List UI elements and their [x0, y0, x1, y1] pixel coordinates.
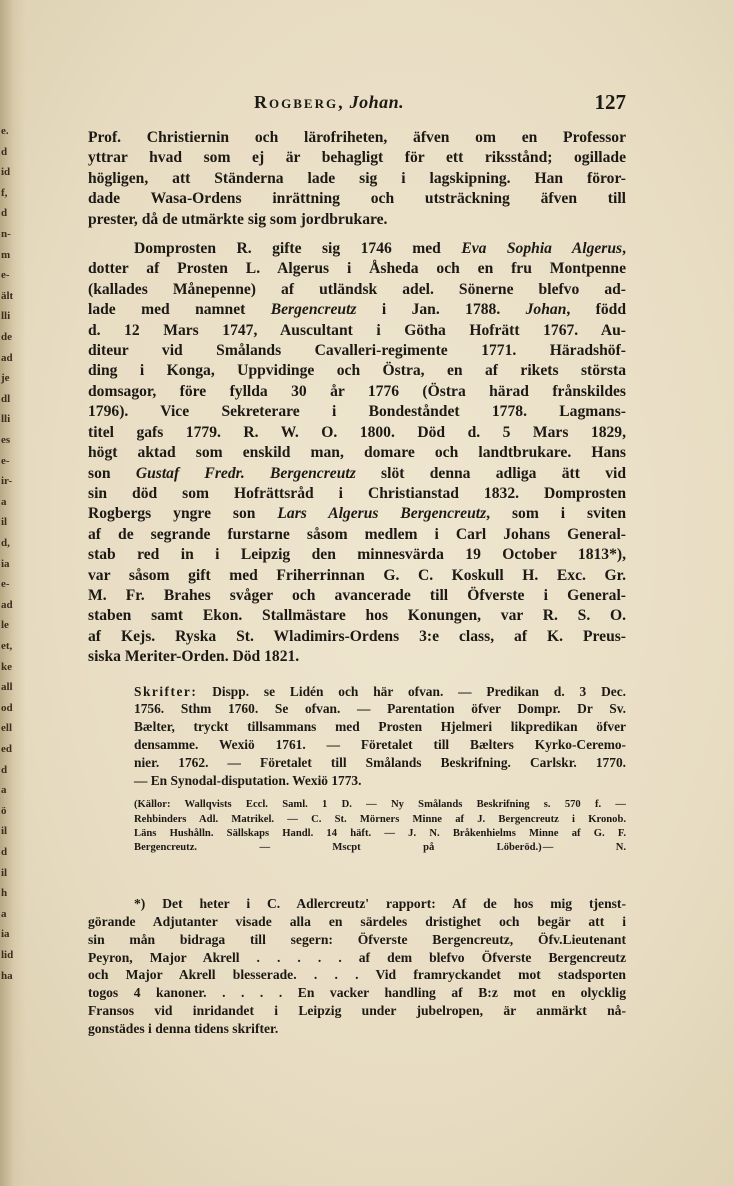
text-line: domsagor, före fyllda 30 år 1776 (Östra härad frånskildes: [88, 382, 626, 400]
text-line: och Major Akrell blesserade. . . . Vid framryckandet mot stadsporten: [88, 967, 626, 983]
text-line: yttrar hvad som ej är behagligt för ett riksstånd; ogillade: [88, 149, 626, 167]
margin-fragment: e-: [1, 578, 10, 591]
text-line: gonstädes i denna tidens skrifter.: [88, 1020, 279, 1036]
margin-fragment: n-: [1, 228, 11, 240]
margin-fragment: je: [1, 372, 10, 385]
margin-fragment: ö: [1, 804, 7, 817]
text-line: prester, då de utmärkte sig som jordbrukare.: [88, 210, 388, 228]
text-line: ding i Konga, Uppvidinge och Östra, en af rikets största: [88, 362, 626, 380]
margin-fragment: ke: [1, 660, 12, 673]
margin-fragment: lid: [1, 949, 14, 961]
section-gap: [88, 855, 626, 895]
page-number: 127: [594, 90, 626, 114]
text-line: Rehbinders Adl. Matrikel. — C. St. Mörners Minne af J. Bergencreutz i Kronob.: [134, 813, 626, 825]
text-line: 1756. Sthm 1760. Se ofvan. — Parentation öfver Dompr. Dr Sv.: [134, 701, 626, 717]
text-line: Prof. Christiernin och lärofriheten, äfven om en Professor: [88, 129, 626, 146]
margin-fragment: d: [1, 207, 8, 220]
section-gap: [88, 668, 626, 683]
margin-fragment: il: [1, 516, 8, 529]
text-line: dade Wasa-Ordens inrättning och utsträckning äfven till: [88, 190, 626, 208]
text-segment: Dispp. se Lidén och här ofvan. — Predikan d. 3 Dec.: [197, 683, 626, 699]
margin-fragment: ad: [1, 598, 13, 611]
sources-section: [88, 798, 626, 855]
signature: — N.: [542, 841, 626, 853]
margin-fragment: all: [1, 681, 13, 694]
paragraph-gap: [88, 230, 626, 239]
text-line: af Kejs. Ryska St. Wladimirs-Ordens 3:e class, af K. Preus-: [88, 627, 626, 645]
margin-fragment: od: [1, 701, 13, 714]
margin-fragment: d: [1, 763, 8, 776]
text-segment: son: [88, 464, 136, 482]
margin-fragment: et,: [1, 640, 13, 652]
text-segment: Bergencreutz. — Mscpt på Löberöd.): [134, 841, 542, 853]
text-line: staben samt Ekon. Stallmästare hos Konungen, var R. S. O.: [88, 607, 626, 625]
margin-fragment: il: [1, 866, 8, 879]
margin-fragment: e.: [1, 125, 9, 137]
text-segment: , född: [566, 301, 626, 319]
margin-fragment: il: [1, 825, 8, 838]
name-lars-algerus-bergencreutz: Lars Algerus Bergencreutz: [277, 505, 487, 523]
text-line: Fransos vid inridandet i Leipzig under jubelropen, är anmärkt nå-: [88, 1002, 626, 1018]
margin-fragment: es: [1, 434, 11, 446]
text-line: Läns Hushålln. Sällskaps Handl. 14 häft. — J. N. Bråkenhielms Minne af G. F.: [134, 827, 626, 839]
text-line: d. 12 Mars 1747, Auscultant i Götha Hofrätt 1767. Au-: [88, 321, 626, 339]
text-line: högligen, att Ständerna lade sig i lagskipning. Han föror-: [88, 169, 626, 187]
margin-fragment: ia: [1, 557, 10, 570]
text-line: stab red in i Leipzig den minnesvärda 19 October 1813*),: [88, 546, 626, 564]
margin-fragment: d: [1, 145, 8, 158]
text-segment: slöt denna adliga ätt vid: [355, 464, 627, 482]
writings-section: [88, 683, 626, 790]
text-segment: i Jan. 1788.: [356, 301, 526, 319]
text-line: 1796). Vice Sekreterare i Bondeståndet 1778. Lagmans-: [88, 403, 626, 421]
margin-fragment: e-: [1, 454, 10, 467]
margin-fragment: ir-: [1, 475, 13, 488]
name-bergencreutz: Bergencreutz: [270, 301, 357, 319]
margin-fragment: f,: [1, 186, 8, 199]
margin-fragment: a: [1, 784, 7, 797]
margin-fragment: d,: [1, 537, 10, 549]
running-head-forename: Johan.: [349, 92, 405, 112]
text-line: togos 4 kanoner. . . . . En vacker handling af B:z mot en olycklig: [88, 985, 626, 1001]
body-text: [88, 128, 626, 1038]
text-line: [88, 504, 626, 524]
text-line: (Källor: Wallqvists Eccl. Saml. 1 D. — Ny Smålands Beskrifning s. 570 f. —: [134, 799, 626, 811]
text-line: [88, 239, 626, 259]
margin-fragment: id: [1, 166, 11, 179]
facing-page-edge: [0, 0, 26, 1186]
text-line: dotter af Prosten L. Algerus i Åsheda och en fru Montpenne: [88, 260, 626, 278]
text-line: siska Meriter-Orden. Död 1821.: [88, 648, 300, 666]
text-segment: ,: [622, 240, 626, 258]
margin-fragment: a: [1, 495, 7, 508]
paragraph-2: [88, 239, 626, 668]
name-eva-sophia-algerus: Eva Sophia Algerus: [461, 240, 623, 258]
text-segment: Domprosten R. gifte sig 1746 med: [134, 240, 462, 258]
text-line: (kallades Månepenne) af utländsk adel. Sönerne blefvo ad-: [88, 280, 626, 298]
footnote: [88, 895, 626, 1037]
margin-fragment: ed: [1, 743, 12, 755]
text-line: [88, 683, 626, 701]
paragraph-1: [88, 128, 626, 230]
margin-fragment: ha: [1, 969, 13, 982]
text-line: Bælter, tryckt tillsammans med Prosten Hjelmeri likpredikan öfver: [134, 719, 626, 735]
text-line: sin död som Hofrättsråd i Christianstad 1832. Domprosten: [88, 484, 626, 502]
main-text: [88, 128, 626, 668]
text-line: af de segrande furstarne såsom medlem i Carl Johans General-: [88, 525, 626, 543]
margin-fragment: ia: [1, 928, 10, 941]
margin-fragment: d: [1, 846, 8, 858]
margin-fragment: le: [1, 619, 9, 632]
margin-fragment: lli: [1, 310, 11, 323]
text-line: — En Synodal-disputation. Wexiö 1773.: [134, 772, 362, 788]
margin-fragment: m: [1, 248, 11, 261]
name-gustaf-fredr-bergencreutz: Gustaf Fredr. Bergencreutz: [135, 464, 356, 482]
text-segment: Rogbergs yngre son: [88, 505, 278, 523]
text-line: *) Det heter i C. Adlercreutz' rapport: Af de hos mig tjenst-: [134, 896, 626, 912]
margin-fragment: dl: [1, 392, 11, 405]
text-line: diteur vid Smålands Cavalleri-regimente 1771. Häradshöf-: [88, 342, 626, 360]
name-johan: Johan: [525, 301, 567, 319]
margin-fragment: lli: [1, 413, 11, 426]
text-segment: lade med namnet: [88, 301, 271, 319]
text-line: [88, 841, 626, 855]
writings-heading: Skrifter:: [134, 683, 198, 699]
margin-fragment: ell: [1, 722, 12, 735]
text-line: densamme. Wexiö 1761. — Företalet till Bælters Kyrko-Ceremo-: [134, 736, 626, 752]
text-line: [88, 464, 626, 484]
text-line: titel gafs 1779. R. W. O. 1800. Död d. 5 Mars 1829,: [88, 423, 626, 441]
text-line: nier. 1762. — Företalet till Smålands Beskrifning. Carlskr. 1770.: [134, 754, 626, 770]
text-segment: , som i sviten: [486, 505, 627, 523]
text-line: var såsom gift med Friherrinnan G. C. Koskull H. Exc. Gr.: [88, 566, 626, 584]
running-head-surname: Rogberg,: [254, 92, 345, 112]
margin-fragment: de: [1, 331, 12, 343]
text-line: sin mån bidraga till segern: Öfverste Bergencreutz, Öfv.Lieutenant: [88, 931, 626, 947]
running-head: [254, 92, 404, 113]
text-line: görande Adjutanter visade alla en särdeles dristighet och begär att i: [88, 913, 626, 929]
text-line: högt aktad som enskild man, domare och landtbrukare. Hans: [88, 444, 626, 462]
margin-fragment: ad: [1, 351, 13, 364]
margin-fragment: h: [1, 887, 8, 900]
section-gap: [88, 789, 626, 798]
text-line: M. Fr. Brahes svåger och avancerade till Öfverste i General-: [88, 586, 626, 604]
margin-fragment: a: [1, 907, 7, 920]
text-line: Peyron, Major Akrell . . . . . af dem blefvo Öfverste Bergencreutz: [88, 949, 626, 965]
page-header: [88, 90, 626, 116]
margin-fragment: ält: [1, 289, 14, 302]
margin-fragment: e-: [1, 269, 10, 282]
text-line: [88, 300, 626, 320]
